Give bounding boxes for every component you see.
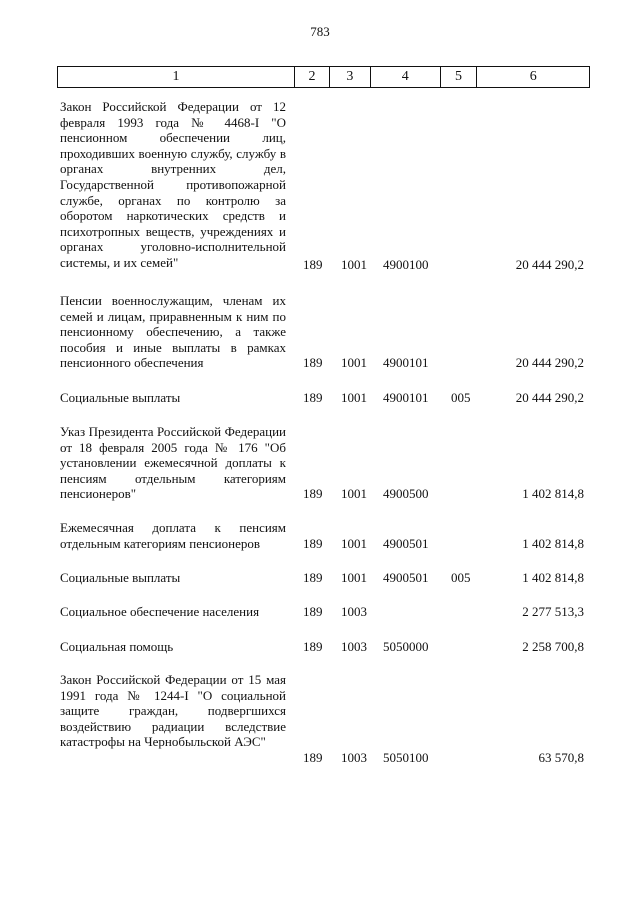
row-sum: 63 570,8 <box>538 750 584 766</box>
table-row <box>57 520 590 552</box>
header-col-4: 4 <box>371 67 441 87</box>
row-section: 1001 <box>341 390 367 406</box>
row-description: Социальные выплаты <box>60 570 181 585</box>
header-col-5: 5 <box>441 67 478 87</box>
row-vr: 005 <box>451 570 471 586</box>
row-cs: 4900101 <box>383 355 429 371</box>
row-vr: 005 <box>451 390 471 406</box>
table-header <box>57 66 590 88</box>
row-description: Социальное обеспечение населения <box>60 604 260 619</box>
row-gr: 189 <box>303 486 323 502</box>
row-description: Закон Российской Федерации от 12 февраля 1993 года № 4468-I "О пенсионном обеспечении лиц, проходивших военную службу, службу в органах внутренних дел, Государственной противопожарной службе, органах по контролю за оборотом наркотических средств и психотропных веществ, учреждениях и органах уголовно-исполнительной системы, и их семей" <box>60 99 286 270</box>
row-section: 1003 <box>341 604 367 620</box>
row-sum: 20 444 290,2 <box>515 257 584 273</box>
table-row <box>57 293 590 371</box>
header-col-2: 2 <box>295 67 330 87</box>
table-row <box>57 424 590 502</box>
row-description: Закон Российской Федерации от 15 мая 1991 года № 1244-I "О социальной защите граждан, подвергшихся воздействию радиации вследствие катастрофы на Чернобыльской АЭС" <box>60 672 286 750</box>
table-row <box>57 390 590 406</box>
row-section: 1003 <box>341 750 367 766</box>
row-sum: 1 402 814,8 <box>522 486 584 502</box>
row-gr: 189 <box>303 257 323 273</box>
row-description: Пенсии военнослужащим, членам их семей и лицам, приравненным к ним по пенсионному обеспечению, а также пособия и иные выплаты в рамках пенсионного обеспечения <box>60 293 286 371</box>
row-section: 1001 <box>341 257 367 273</box>
header-col-6: 6 <box>529 69 537 84</box>
header-col-3: 3 <box>330 67 371 87</box>
row-sum: 2 277 513,3 <box>522 604 584 620</box>
table-row <box>57 99 590 273</box>
row-sum: 20 444 290,2 <box>515 390 584 406</box>
row-gr: 189 <box>303 355 323 371</box>
row-sum: 2 258 700,8 <box>522 639 584 655</box>
row-cs: 4900501 <box>383 570 429 586</box>
row-section: 1003 <box>341 639 367 655</box>
table-row <box>57 639 590 655</box>
row-cs: 5050000 <box>383 639 429 655</box>
row-section: 1001 <box>341 536 367 552</box>
table-row <box>57 672 590 766</box>
row-cs: 4900500 <box>383 486 429 502</box>
row-gr: 189 <box>303 604 323 620</box>
row-description: Ежемесячная доплата к пенсиям отдельным категориям пенсионеров <box>60 520 286 551</box>
table-row <box>57 604 590 620</box>
row-section: 1001 <box>341 570 367 586</box>
row-cs: 5050100 <box>383 750 429 766</box>
header-col-1: 1 <box>58 67 295 87</box>
row-gr: 189 <box>303 390 323 406</box>
row-cs: 4900501 <box>383 536 429 552</box>
row-gr: 189 <box>303 536 323 552</box>
row-sum: 20 444 290,2 <box>515 355 584 371</box>
row-section: 1001 <box>341 355 367 371</box>
row-gr: 189 <box>303 750 323 766</box>
row-description: Указ Президента Российской Федерации от 18 февраля 2005 года № 176 "Об установлении ежемесячной доплаты к пенсиям отдельным категориям пенсионеров" <box>60 424 286 502</box>
row-gr: 189 <box>303 639 323 655</box>
table-row <box>57 570 590 586</box>
row-section: 1001 <box>341 486 367 502</box>
row-gr: 189 <box>303 570 323 586</box>
row-cs: 4900100 <box>383 257 429 273</box>
row-sum: 1 402 814,8 <box>522 536 584 552</box>
row-cs: 4900101 <box>383 390 429 406</box>
row-description: Социальные выплаты <box>60 390 181 405</box>
page-number: 783 <box>310 24 330 39</box>
row-description: Социальная помощь <box>60 639 174 654</box>
row-sum: 1 402 814,8 <box>522 570 584 586</box>
